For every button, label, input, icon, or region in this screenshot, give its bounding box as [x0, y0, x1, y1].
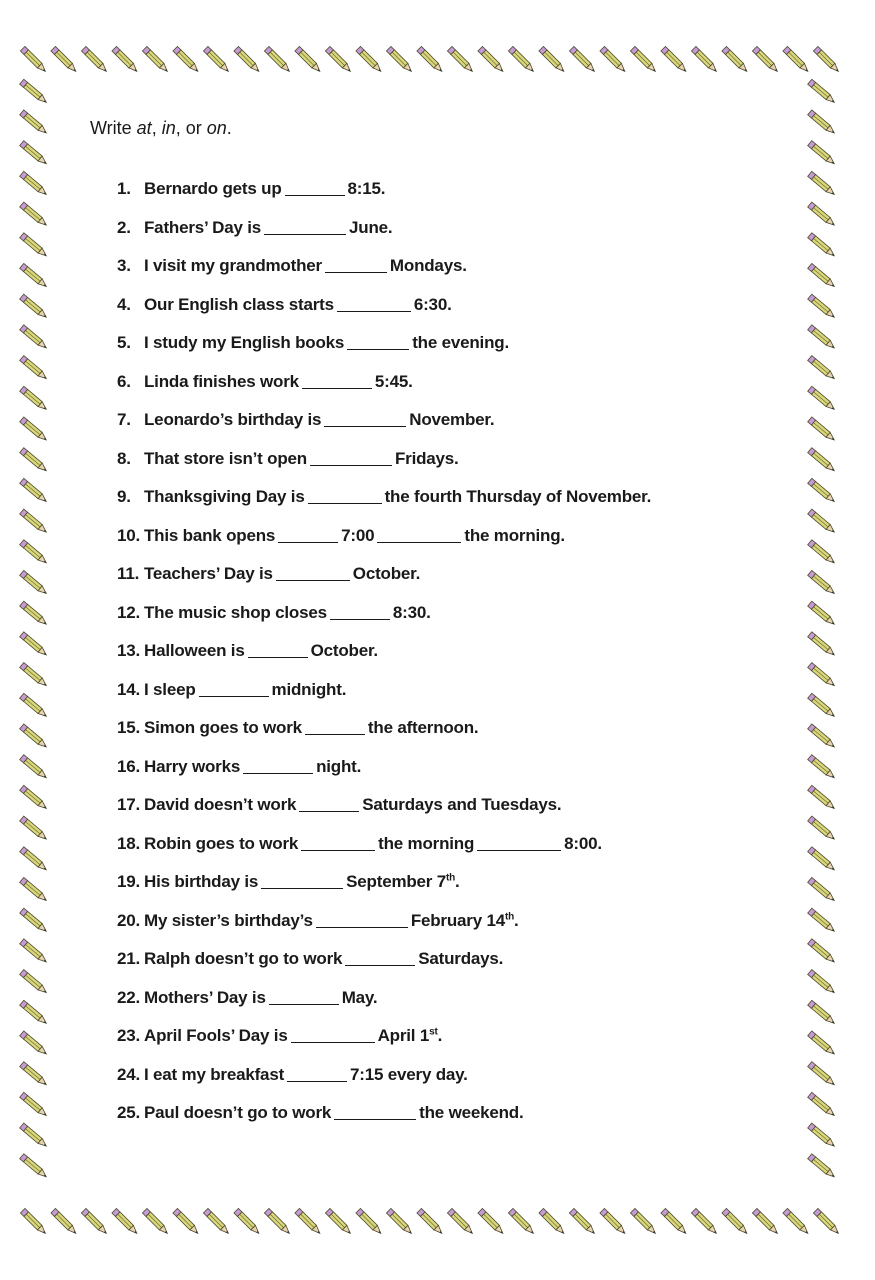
- item-text: the afternoon.: [367, 718, 479, 737]
- exercise-item: [117, 1094, 790, 1133]
- exercise-item: [117, 671, 790, 710]
- item-text: 8:15.: [347, 179, 386, 198]
- pencil-icon: [20, 632, 49, 657]
- item-number: 6.: [117, 371, 131, 391]
- pencil-icon: [20, 294, 49, 319]
- pencil-icon: [539, 46, 566, 73]
- item-number: 23.: [117, 1026, 141, 1045]
- pencil-icon: [808, 540, 837, 565]
- pencil-icon: [808, 663, 837, 688]
- pencil-icon: [264, 46, 291, 73]
- item-number: 25.: [117, 1103, 141, 1122]
- answer-blank[interactable]: [285, 179, 345, 196]
- item-text: .: [455, 872, 460, 891]
- item-text: .: [514, 910, 519, 930]
- item-text: Ralph doesn’t go to work: [144, 949, 343, 968]
- answer-blank[interactable]: [316, 911, 408, 928]
- item-text: The music shop closes: [144, 602, 327, 622]
- pencil-icon: [20, 263, 49, 288]
- pencil-icon: [808, 386, 837, 411]
- pencil-icon: [783, 1208, 810, 1235]
- pencil-icon: [808, 263, 837, 288]
- pencil-icon: [808, 908, 837, 933]
- pencil-icon: [20, 202, 49, 227]
- pencil-icon: [808, 1000, 837, 1025]
- pencil-icon: [783, 46, 810, 73]
- answer-blank[interactable]: [301, 834, 375, 851]
- pencil-icon: [20, 79, 49, 104]
- item-text: Bernardo gets up: [144, 179, 282, 198]
- exercise-item: [117, 1017, 790, 1056]
- pencil-icon: [142, 46, 169, 73]
- item-text: 6:30.: [413, 294, 452, 314]
- pencil-icon: [51, 46, 78, 73]
- pencil-icon: [808, 1123, 837, 1148]
- item-text: I study my English books: [144, 333, 345, 352]
- pencil-icon: [691, 1208, 718, 1235]
- exercise-item: [117, 286, 790, 325]
- item-number: 10.: [117, 525, 141, 545]
- exercise-item: [117, 863, 790, 902]
- pencil-icon: [20, 601, 49, 626]
- item-text: October.: [310, 641, 378, 660]
- pencil-icon: [20, 1031, 49, 1056]
- pencil-icon: [752, 46, 779, 73]
- pencil-icon: [813, 1208, 840, 1235]
- item-text: His birthday is: [144, 872, 259, 891]
- ordinal-suffix: st: [429, 1026, 438, 1038]
- pencil-icon: [447, 46, 474, 73]
- pencil-icon: [417, 46, 444, 73]
- pencil-icon: [808, 356, 837, 381]
- pencil-icon: [661, 1208, 688, 1235]
- pencil-icon: [20, 970, 49, 995]
- answer-blank[interactable]: [305, 718, 365, 735]
- answer-blank[interactable]: [477, 834, 561, 851]
- answer-blank[interactable]: [377, 526, 461, 543]
- pencil-icon: [808, 693, 837, 718]
- item-number: 22.: [117, 987, 141, 1007]
- pencil-icon: [20, 693, 49, 718]
- item-text: Leonardo’s birthday is: [144, 410, 322, 429]
- pencil-icon: [20, 816, 49, 841]
- item-number: 7.: [117, 410, 131, 429]
- pencil-icon: [808, 141, 837, 166]
- exercise-item: [117, 748, 790, 787]
- pencil-icon: [808, 1154, 837, 1179]
- item-text: night.: [316, 756, 362, 776]
- item-text: Robin goes to work: [144, 833, 299, 853]
- pencil-icon: [508, 1208, 535, 1235]
- item-text: Paul doesn’t go to work: [144, 1103, 332, 1122]
- pencil-icon: [20, 939, 49, 964]
- exercise-list: [90, 170, 790, 1133]
- item-number: 2.: [117, 217, 131, 237]
- item-text: the evening.: [412, 333, 509, 352]
- answer-blank[interactable]: [347, 333, 409, 350]
- answer-blank[interactable]: [310, 449, 392, 466]
- item-text: the fourth Thursday of November.: [384, 487, 652, 506]
- pencil-icon: [112, 1208, 139, 1235]
- pencil-icon: [722, 1208, 749, 1235]
- item-number: 5.: [117, 333, 131, 352]
- pencil-icon: [356, 1208, 383, 1235]
- item-text: 7:15 every day.: [350, 1064, 468, 1084]
- pencil-icon: [808, 816, 837, 841]
- pencil-icon: [20, 386, 49, 411]
- pencil-icon: [20, 877, 49, 902]
- instruction-prefix: Write: [90, 118, 137, 138]
- pencil-icon: [808, 110, 837, 135]
- item-text: Saturdays and Tuesdays.: [362, 795, 562, 814]
- exercise-item: [117, 786, 790, 825]
- item-number: 11.: [117, 564, 140, 583]
- item-text: September 7: [346, 872, 446, 891]
- item-text: February 14: [410, 910, 505, 930]
- pencil-icon: [112, 46, 139, 73]
- pencil-icon: [20, 141, 49, 166]
- pencil-icon: [808, 417, 837, 442]
- instruction-sep: ,: [151, 118, 162, 138]
- ordinal-suffix: th: [505, 910, 515, 922]
- pencil-icon: [20, 233, 49, 258]
- item-text: June.: [349, 217, 393, 237]
- item-text: midnight.: [271, 679, 347, 699]
- pencil-icon: [234, 46, 261, 73]
- pencil-icon: [20, 1123, 49, 1148]
- pencil-icon: [630, 46, 657, 73]
- item-text: 8:00.: [564, 833, 602, 853]
- pencil-icon: [173, 1208, 200, 1235]
- answer-blank[interactable]: [276, 564, 350, 581]
- item-text: My sister’s birthday’s: [144, 910, 313, 930]
- item-text: Teachers’ Day is: [144, 564, 273, 583]
- pencil-icon: [20, 663, 49, 688]
- item-text: Linda finishes work: [144, 371, 299, 391]
- pencil-icon: [808, 970, 837, 995]
- exercise-item: [117, 324, 790, 363]
- item-text: David doesn’t work: [144, 795, 297, 814]
- pencil-icon: [808, 724, 837, 749]
- pencil-icon: [569, 1208, 596, 1235]
- item-text: April Fools’ Day is: [144, 1026, 288, 1045]
- answer-blank[interactable]: [299, 795, 359, 812]
- item-text: November.: [409, 410, 495, 429]
- answer-blank[interactable]: [337, 295, 411, 312]
- pencil-icon: [20, 1154, 49, 1179]
- item-text: Fathers’ Day is: [144, 217, 262, 237]
- pencil-icon: [808, 478, 837, 503]
- pencil-icon: [808, 171, 837, 196]
- pencil-icon: [20, 847, 49, 872]
- pencil-icon: [478, 1208, 505, 1235]
- exercise-item: [117, 170, 790, 209]
- item-number: 21.: [117, 949, 141, 968]
- pencil-icon: [722, 46, 749, 73]
- pencil-icon: [600, 46, 627, 73]
- pencil-icon: [808, 847, 837, 872]
- answer-blank[interactable]: [308, 487, 382, 504]
- exercise-item: [117, 902, 790, 941]
- exercise-item: [117, 363, 790, 402]
- exercise-item: [117, 1056, 790, 1095]
- pencil-icon: [20, 1208, 47, 1235]
- instruction-sep: , or: [175, 118, 207, 138]
- item-text: That store isn’t open: [144, 448, 307, 468]
- pencil-icon: [20, 570, 49, 595]
- pencil-icon: [20, 46, 47, 73]
- answer-blank[interactable]: [199, 680, 269, 697]
- pencil-icon: [386, 46, 413, 73]
- pencil-icon: [691, 46, 718, 73]
- answer-blank[interactable]: [278, 526, 338, 543]
- pencil-icon: [20, 509, 49, 534]
- pencil-icon: [325, 46, 352, 73]
- item-text: Halloween is: [144, 641, 245, 660]
- pencil-icon: [808, 755, 837, 780]
- exercise-item: [117, 440, 790, 479]
- instruction-suffix: .: [226, 118, 232, 138]
- pencil-icon: [51, 1208, 78, 1235]
- item-number: 20.: [117, 910, 141, 930]
- item-text: Saturdays.: [418, 949, 504, 968]
- exercise-item: [117, 478, 790, 517]
- exercise-item: [117, 401, 790, 440]
- item-number: 4.: [117, 294, 131, 314]
- pencil-icon: [20, 1062, 49, 1087]
- item-text: the morning.: [464, 525, 565, 545]
- pencil-icon: [142, 1208, 169, 1235]
- pencil-icon: [808, 294, 837, 319]
- exercise-item: [117, 517, 790, 556]
- ordinal-suffix: th: [446, 872, 456, 884]
- answer-blank[interactable]: [269, 988, 339, 1005]
- pencil-icon: [813, 46, 840, 73]
- exercise-item: [117, 209, 790, 248]
- pencil-icon: [508, 46, 535, 73]
- pencil-icon: [539, 1208, 566, 1235]
- pencil-icon: [20, 356, 49, 381]
- pencil-icon: [661, 46, 688, 73]
- pencil-icon: [20, 908, 49, 933]
- exercise-item: [117, 825, 790, 864]
- item-text: Thanksgiving Day is: [144, 487, 305, 506]
- item-number: 15.: [117, 718, 141, 737]
- item-text: Simon goes to work: [144, 718, 302, 737]
- answer-blank[interactable]: [345, 949, 415, 966]
- exercise-item: [117, 632, 790, 671]
- item-text: Harry works: [144, 756, 241, 776]
- pencil-icon: [20, 540, 49, 565]
- pencil-icon: [20, 325, 49, 350]
- item-text: .: [437, 1026, 443, 1045]
- item-text: April 1: [377, 1026, 430, 1045]
- item-number: 12.: [117, 602, 141, 622]
- pencil-icon: [81, 1208, 108, 1235]
- pencil-icon: [447, 1208, 474, 1235]
- item-text: I visit my grandmother: [144, 256, 322, 275]
- exercise-item: [117, 594, 790, 633]
- pencil-icon: [173, 46, 200, 73]
- item-text: October.: [352, 564, 421, 583]
- answer-blank[interactable]: [248, 641, 308, 658]
- pencil-icon: [752, 1208, 779, 1235]
- pencil-icon: [325, 1208, 352, 1235]
- exercise-item: [117, 940, 790, 979]
- item-text: the weekend.: [419, 1103, 524, 1122]
- item-number: 8.: [117, 448, 131, 468]
- item-text: Mothers’ Day is: [144, 987, 266, 1007]
- pencil-icon: [808, 202, 837, 227]
- item-number: 19.: [117, 872, 141, 891]
- item-number: 24.: [117, 1064, 141, 1084]
- answer-blank[interactable]: [291, 1026, 375, 1043]
- answer-blank[interactable]: [334, 1103, 416, 1120]
- item-number: 17.: [117, 795, 141, 814]
- pencil-icon: [808, 509, 837, 534]
- pencil-icon: [81, 46, 108, 73]
- item-text: 5:45.: [374, 371, 413, 391]
- item-text: 7:00: [341, 525, 375, 545]
- pencil-icon: [20, 755, 49, 780]
- exercise-item: [117, 709, 790, 748]
- worksheet: [90, 114, 790, 1133]
- pencil-icon: [20, 785, 49, 810]
- instruction: [90, 114, 790, 142]
- item-text: I sleep: [144, 679, 196, 699]
- pencil-icon: [630, 1208, 657, 1235]
- exercise-item: [117, 979, 790, 1018]
- pencil-icon: [569, 46, 596, 73]
- answer-blank[interactable]: [243, 757, 313, 774]
- exercise-item: [117, 555, 790, 594]
- item-text: 8:30.: [392, 602, 431, 622]
- item-text: I eat my breakfast: [144, 1064, 285, 1084]
- pencil-icon: [20, 724, 49, 749]
- pencil-icon: [386, 1208, 413, 1235]
- item-number: 9.: [117, 487, 131, 506]
- pencil-icon: [478, 46, 505, 73]
- pencil-icon: [20, 478, 49, 503]
- item-text: This bank opens: [144, 525, 276, 545]
- pencil-icon: [20, 1000, 49, 1025]
- pencil-icon: [203, 46, 230, 73]
- pencil-icon: [356, 46, 383, 73]
- item-text: Fridays.: [394, 448, 459, 468]
- item-number: 14.: [117, 679, 141, 699]
- pencil-icon: [808, 601, 837, 626]
- instruction-option-at: at: [136, 118, 152, 138]
- answer-blank[interactable]: [325, 256, 387, 273]
- pencil-icon: [264, 1208, 291, 1235]
- pencil-icon: [808, 1031, 837, 1056]
- item-text: Our English class starts: [144, 294, 334, 314]
- pencil-icon: [808, 79, 837, 104]
- instruction-option-in: in: [161, 118, 176, 138]
- item-text: Mondays.: [389, 256, 467, 275]
- pencil-icon: [808, 325, 837, 350]
- pencil-icon: [808, 233, 837, 258]
- answer-blank[interactable]: [324, 410, 406, 427]
- item-text: the morning: [378, 833, 475, 853]
- pencil-icon: [234, 1208, 261, 1235]
- pencil-icon: [808, 1062, 837, 1087]
- pencil-icon: [20, 448, 49, 473]
- pencil-icon: [203, 1208, 230, 1235]
- item-number: 16.: [117, 756, 141, 776]
- pencil-icon: [808, 785, 837, 810]
- pencil-icon: [808, 448, 837, 473]
- pencil-icon: [417, 1208, 444, 1235]
- item-text: May.: [341, 987, 378, 1007]
- pencil-icon: [600, 1208, 627, 1235]
- pencil-icon: [20, 1092, 49, 1117]
- answer-blank[interactable]: [261, 872, 343, 889]
- pencil-icon: [808, 632, 837, 657]
- item-number: 13.: [117, 641, 141, 660]
- exercise-item: [117, 247, 790, 286]
- pencil-icon: [808, 1092, 837, 1117]
- answer-blank[interactable]: [330, 603, 390, 620]
- item-number: 3.: [117, 256, 131, 275]
- pencil-icon: [20, 171, 49, 196]
- pencil-icon: [295, 46, 322, 73]
- pencil-icon: [295, 1208, 322, 1235]
- pencil-icon: [808, 570, 837, 595]
- answer-blank[interactable]: [287, 1065, 347, 1082]
- pencil-icon: [20, 110, 49, 135]
- item-number: 18.: [117, 833, 141, 853]
- instruction-option-on: on: [206, 118, 227, 138]
- pencil-icon: [808, 939, 837, 964]
- answer-blank[interactable]: [302, 372, 372, 389]
- item-number: 1.: [117, 179, 131, 198]
- pencil-icon: [808, 877, 837, 902]
- pencil-icon: [20, 417, 49, 442]
- answer-blank[interactable]: [264, 218, 346, 235]
